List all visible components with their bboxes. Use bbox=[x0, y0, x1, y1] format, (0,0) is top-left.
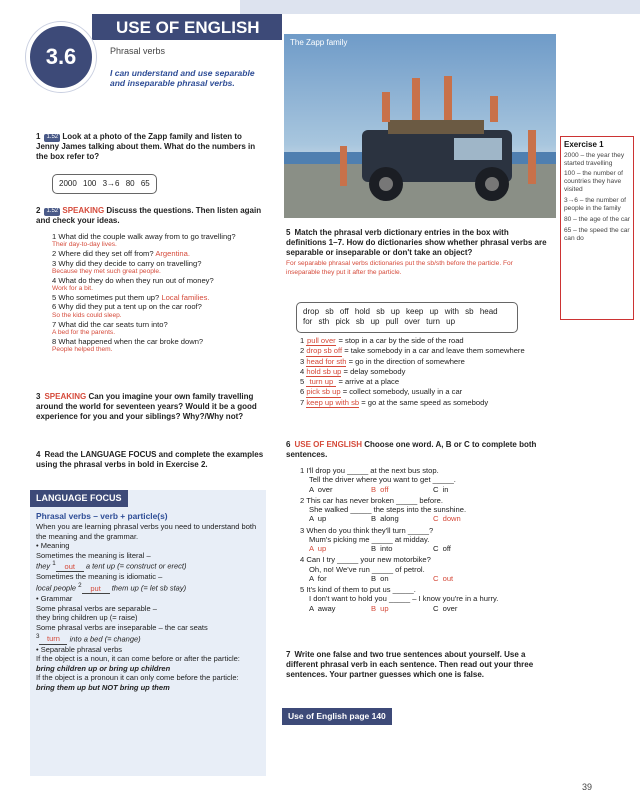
answer-text: Because they met such great people. bbox=[52, 267, 161, 275]
option-2[interactable]: C in bbox=[433, 484, 449, 494]
lf-text: they bbox=[36, 561, 53, 571]
question-item bbox=[52, 293, 266, 302]
definition-text: = go in the direction of somewhere bbox=[348, 356, 465, 366]
option-2[interactable]: C over bbox=[433, 603, 458, 613]
mc-item bbox=[300, 466, 556, 494]
definition-item bbox=[300, 398, 554, 408]
person bbox=[528, 130, 536, 184]
definition-item bbox=[300, 367, 554, 377]
exercise-2-questions bbox=[52, 232, 266, 354]
item-number: 1 bbox=[52, 232, 57, 241]
item-number: 6 bbox=[52, 302, 57, 312]
lf-line: bring them up but NOT bring up them bbox=[36, 683, 170, 692]
lf-example bbox=[36, 560, 260, 572]
exercise-5 bbox=[286, 228, 548, 277]
lf-text: local people bbox=[36, 583, 79, 593]
exercise-number: 3 bbox=[36, 392, 41, 401]
roof-rack bbox=[388, 120, 484, 134]
sentence-text: When do you think they'll turn _____? bbox=[306, 525, 434, 535]
lf-line: If the object is a pronoun it can only come before the particle: bbox=[36, 673, 239, 683]
lf-text: into a bed (= change) bbox=[67, 634, 141, 644]
answer-text: Work for a bit. bbox=[52, 285, 93, 293]
question-item bbox=[52, 232, 266, 249]
person bbox=[490, 96, 498, 122]
exercise-4 bbox=[36, 450, 266, 470]
definition-text: = delay somebody bbox=[343, 366, 406, 376]
item-number: 7 bbox=[300, 397, 305, 407]
definition-item bbox=[300, 346, 554, 356]
item-number: 4 bbox=[300, 555, 305, 565]
definition-text: = arrive at a place bbox=[338, 377, 400, 386]
use-of-english-link[interactable]: Use of English page 140 bbox=[282, 708, 392, 725]
gap-answer: put bbox=[82, 584, 110, 595]
item-number: 3 bbox=[300, 356, 305, 366]
exercise-instruction: Write one false and two true sentences about yourself. Use a different phrasal verb in each sentence. Then read out your three sentences. Your partner guesses which one is false. bbox=[286, 650, 534, 680]
item-number: 8 bbox=[52, 336, 57, 346]
note-item: 65 – the speed the car can do bbox=[564, 226, 630, 242]
exercise-instruction: Choose one word. A, B or C to complete both sentences. bbox=[286, 440, 537, 460]
gap-number: 2 bbox=[78, 582, 82, 590]
option-0[interactable]: A up bbox=[309, 514, 327, 524]
item-number: 2 bbox=[300, 346, 305, 356]
question-text: What do they do when they run out of money? bbox=[58, 275, 214, 285]
page-number: 39 bbox=[582, 782, 593, 792]
language-focus-title: LANGUAGE FOCUS bbox=[30, 490, 128, 507]
mc-item bbox=[300, 585, 556, 613]
lf-example bbox=[36, 633, 260, 645]
audio-track-badge: 1.52 bbox=[46, 134, 59, 140]
sentence-2: Mum's picking me _____ at midday. bbox=[309, 534, 430, 544]
option-1[interactable]: B on bbox=[371, 573, 389, 583]
exercise-number: 2 bbox=[36, 206, 41, 215]
photo-illustration bbox=[284, 34, 556, 218]
exercise-instruction: Look at a photo of the Zapp family and listen to Jenny James talking about them. What do the numbers in the box refer to? bbox=[36, 132, 256, 162]
exercise-number: 6 bbox=[286, 440, 291, 449]
exercise-number: 4 bbox=[36, 450, 41, 459]
answer-text: Argentina. bbox=[155, 249, 190, 259]
item-number: 2 bbox=[52, 249, 57, 259]
sentence-text: I'll drop you _____ at the next bus stop. bbox=[306, 466, 439, 475]
answer-text: turn up bbox=[306, 377, 336, 387]
option-2[interactable]: C off bbox=[433, 544, 451, 553]
note-item: 2000 – the year they started travelling bbox=[564, 151, 625, 167]
note-item: 3→6 – the number of people in the family bbox=[564, 197, 626, 213]
sentence-text: This car has never broken _____ before. bbox=[306, 495, 443, 505]
option-1[interactable]: B into bbox=[371, 544, 393, 553]
item-number: 4 bbox=[300, 366, 305, 376]
exercise-7 bbox=[286, 650, 548, 680]
options bbox=[300, 544, 556, 553]
definition-item bbox=[300, 377, 554, 387]
option-2[interactable]: C down bbox=[433, 514, 461, 524]
note-title: Exercise 1 bbox=[564, 140, 604, 149]
gap-answer: turn bbox=[39, 634, 67, 645]
person bbox=[382, 92, 390, 122]
sentence-text: Can I try _____ your new motorbike? bbox=[306, 555, 431, 565]
mc-item bbox=[300, 526, 556, 554]
answer-text: Their day-to-day lives. bbox=[52, 241, 117, 249]
numbers-box: 2000 100 3→6 80 65 bbox=[52, 174, 157, 194]
answer-text: For separable phrasal verbs dictionaries put the sb/sth before the particle. For inseparable they put it after the particle. bbox=[286, 260, 513, 276]
question-item bbox=[52, 320, 266, 337]
note-item: 100 – the number of countries they have visited bbox=[564, 170, 624, 194]
option-1[interactable]: B off bbox=[371, 484, 389, 494]
question-text: Where did they set off from? bbox=[58, 249, 154, 259]
item-number: 6 bbox=[300, 387, 305, 397]
rear-hub bbox=[485, 177, 499, 191]
gap-answer: out bbox=[56, 562, 84, 573]
option-1[interactable]: B up bbox=[371, 603, 389, 613]
option-0[interactable]: A for bbox=[309, 573, 327, 583]
audio-track-badge: 1.52 bbox=[46, 208, 59, 214]
person bbox=[340, 146, 347, 186]
definition-list bbox=[300, 336, 554, 408]
options bbox=[300, 514, 556, 523]
sentence-1 bbox=[300, 555, 556, 564]
definition-item bbox=[300, 387, 554, 397]
speaking-label: SPEAKING bbox=[62, 206, 105, 215]
gap-number: 1 bbox=[52, 560, 56, 568]
question-item bbox=[52, 302, 266, 319]
item-number: 5 bbox=[300, 377, 305, 386]
answer-text: drop sb off bbox=[306, 346, 343, 356]
exercise-instruction: Discuss the questions. Then listen again and check your ideas. bbox=[36, 206, 262, 226]
sentence-1 bbox=[300, 496, 556, 505]
question-text: What happened when the car broke down? bbox=[58, 336, 204, 346]
use-of-english-label: USE OF ENGLISH bbox=[294, 440, 363, 449]
lf-line: bring children up or bring up children bbox=[36, 663, 171, 673]
exercise-instruction: Can you imagine your own family travelling around the world for seventeen years? Would it be a good experience for you and your siblings? Why?/Why not? bbox=[36, 392, 257, 422]
speaking-label: SPEAKING bbox=[44, 392, 87, 401]
answer-text: Local families. bbox=[161, 293, 210, 303]
exercise-3 bbox=[36, 392, 266, 422]
mc-item bbox=[300, 555, 556, 583]
exercise-number: 5 bbox=[286, 228, 291, 237]
options bbox=[300, 604, 556, 613]
unit-number-badge: 3.6 bbox=[26, 22, 96, 92]
lf-line: • Meaning bbox=[36, 541, 70, 551]
item-number: 2 bbox=[300, 495, 305, 505]
item-number: 1 bbox=[300, 466, 305, 475]
option-0[interactable]: A over bbox=[309, 484, 333, 494]
exercise-6 bbox=[286, 440, 548, 460]
item-number: 5 bbox=[300, 585, 305, 594]
exercise-number: 1 bbox=[36, 132, 41, 141]
lesson-subtitle: Phrasal verbs bbox=[110, 46, 166, 56]
person bbox=[412, 78, 420, 120]
answer-text: head for sth bbox=[306, 356, 347, 366]
exercise-2 bbox=[36, 206, 262, 226]
question-text: Who sometimes put them up? bbox=[58, 293, 160, 303]
sentence-2: Oh, no! We've run _____ of petrol. bbox=[309, 564, 425, 574]
sentence-2: I don't want to hold you _____ – I know you're in a hurry. bbox=[309, 594, 499, 604]
car-window bbox=[454, 138, 502, 160]
definition-text: = go at the same speed as somebody bbox=[361, 397, 489, 407]
answer-text: A bed for the parents. bbox=[52, 328, 116, 336]
lf-text: a tent up (= construct or erect) bbox=[83, 561, 187, 571]
answer-text: pick sb up bbox=[306, 387, 341, 397]
item-number: 1 bbox=[300, 336, 305, 345]
lf-intro: When you are learning phrasal verbs you need to understand both the meaning and the grammar. bbox=[36, 522, 257, 541]
note-item: 80 – the age of the car bbox=[564, 215, 630, 223]
person bbox=[444, 76, 452, 120]
item-number: 4 bbox=[52, 275, 57, 285]
item-number: 3 bbox=[300, 525, 305, 535]
mc-item bbox=[300, 496, 556, 524]
lf-line: If the object is a noun, it can come before or after the particle: bbox=[36, 654, 240, 664]
lf-heading: Phrasal verbs – verb + particle(s) bbox=[36, 511, 168, 522]
section-title: USE OF ENGLISH bbox=[92, 14, 282, 40]
definition-item bbox=[300, 357, 554, 367]
gap-number: 3 bbox=[36, 632, 40, 640]
exercise-1 bbox=[36, 132, 262, 162]
lf-line: Sometimes the meaning is idiomatic – bbox=[36, 572, 163, 582]
exercise-instruction: Match the phrasal verb dictionary entries in the box with definitions 1–7. How do dictionaries show whether phrasal verbs are separable or inseparable or don't take an object? bbox=[286, 228, 547, 258]
family-car-photo bbox=[284, 34, 556, 218]
lf-text: them up (= let sb stay) bbox=[109, 583, 187, 593]
photo-caption: The Zapp family bbox=[290, 38, 348, 47]
option-0[interactable]: A away bbox=[309, 603, 336, 613]
options bbox=[300, 574, 556, 583]
answer-text: So the kids could sleep. bbox=[52, 311, 122, 319]
front-hub bbox=[379, 177, 393, 191]
lf-example bbox=[36, 582, 260, 594]
sentence-2: Tell the driver where you want to get _____. bbox=[309, 475, 456, 485]
lf-line: they bring children up (= raise) bbox=[36, 613, 138, 623]
question-text: Why did they put a tent up on the car roof? bbox=[58, 302, 202, 312]
language-focus-box bbox=[30, 490, 266, 776]
question-item bbox=[52, 276, 266, 293]
definition-text: = stop in a car by the side of the road bbox=[338, 336, 464, 345]
definition-text: = collect somebody, usually in a car bbox=[342, 387, 463, 397]
question-item bbox=[52, 337, 266, 354]
lf-line: • Grammar bbox=[36, 594, 73, 604]
question-item bbox=[52, 259, 266, 276]
question-item bbox=[52, 249, 266, 258]
phrasal-verb-box: drop sb off hold sb up keep up with sb head for sth pick sb up pull over turn up bbox=[296, 302, 518, 333]
definition-text: = take somebody in a car and leave them somewhere bbox=[344, 346, 525, 356]
lf-line: Sometimes the meaning is literal – bbox=[36, 550, 151, 560]
exercise-instruction: Read the LANGUAGE FOCUS and complete the examples using the phrasal verbs in bold in Exercise 2. bbox=[36, 450, 264, 470]
question-text: What did the couple walk away from to go travelling? bbox=[58, 232, 236, 241]
exercise-6-items bbox=[300, 466, 556, 615]
exercise-number: 7 bbox=[286, 650, 291, 659]
sentence-1 bbox=[300, 466, 556, 475]
sentence-1 bbox=[300, 526, 556, 535]
sentence-text: It's kind of them to put us _____. bbox=[306, 585, 416, 594]
language-focus-content bbox=[30, 507, 266, 696]
answer-text: pull over bbox=[307, 336, 336, 345]
lf-line: Some phrasal verbs are separable – bbox=[36, 603, 157, 613]
sentence-2: She walked _____ the steps into the sunshine. bbox=[309, 505, 467, 514]
lf-line: • Separable phrasal verbs bbox=[36, 644, 123, 654]
answer-text: hold sb up bbox=[306, 366, 342, 376]
lesson-objective: I can understand and use separable and inseparable phrasal verbs. bbox=[110, 68, 255, 89]
item-number: 5 bbox=[52, 293, 57, 303]
exercise1-answer-note bbox=[560, 136, 634, 320]
option-1[interactable]: B along bbox=[371, 514, 399, 524]
answer-text: keep up with sb bbox=[306, 397, 360, 407]
header-band bbox=[240, 0, 640, 14]
question-text: Why did they decide to carry on travelling? bbox=[58, 258, 202, 268]
option-0[interactable]: A up bbox=[309, 544, 327, 553]
lf-line: Some phrasal verbs are inseparable – the car seats bbox=[36, 622, 208, 632]
answer-text: People helped them. bbox=[52, 346, 113, 354]
item-number: 7 bbox=[52, 319, 57, 329]
sentence-1 bbox=[300, 585, 556, 594]
item-number: 3 bbox=[52, 258, 57, 268]
options bbox=[300, 485, 556, 494]
option-2[interactable]: C out bbox=[433, 573, 454, 583]
definition-item bbox=[300, 336, 554, 346]
question-text: What did the car seats turn into? bbox=[58, 319, 168, 329]
